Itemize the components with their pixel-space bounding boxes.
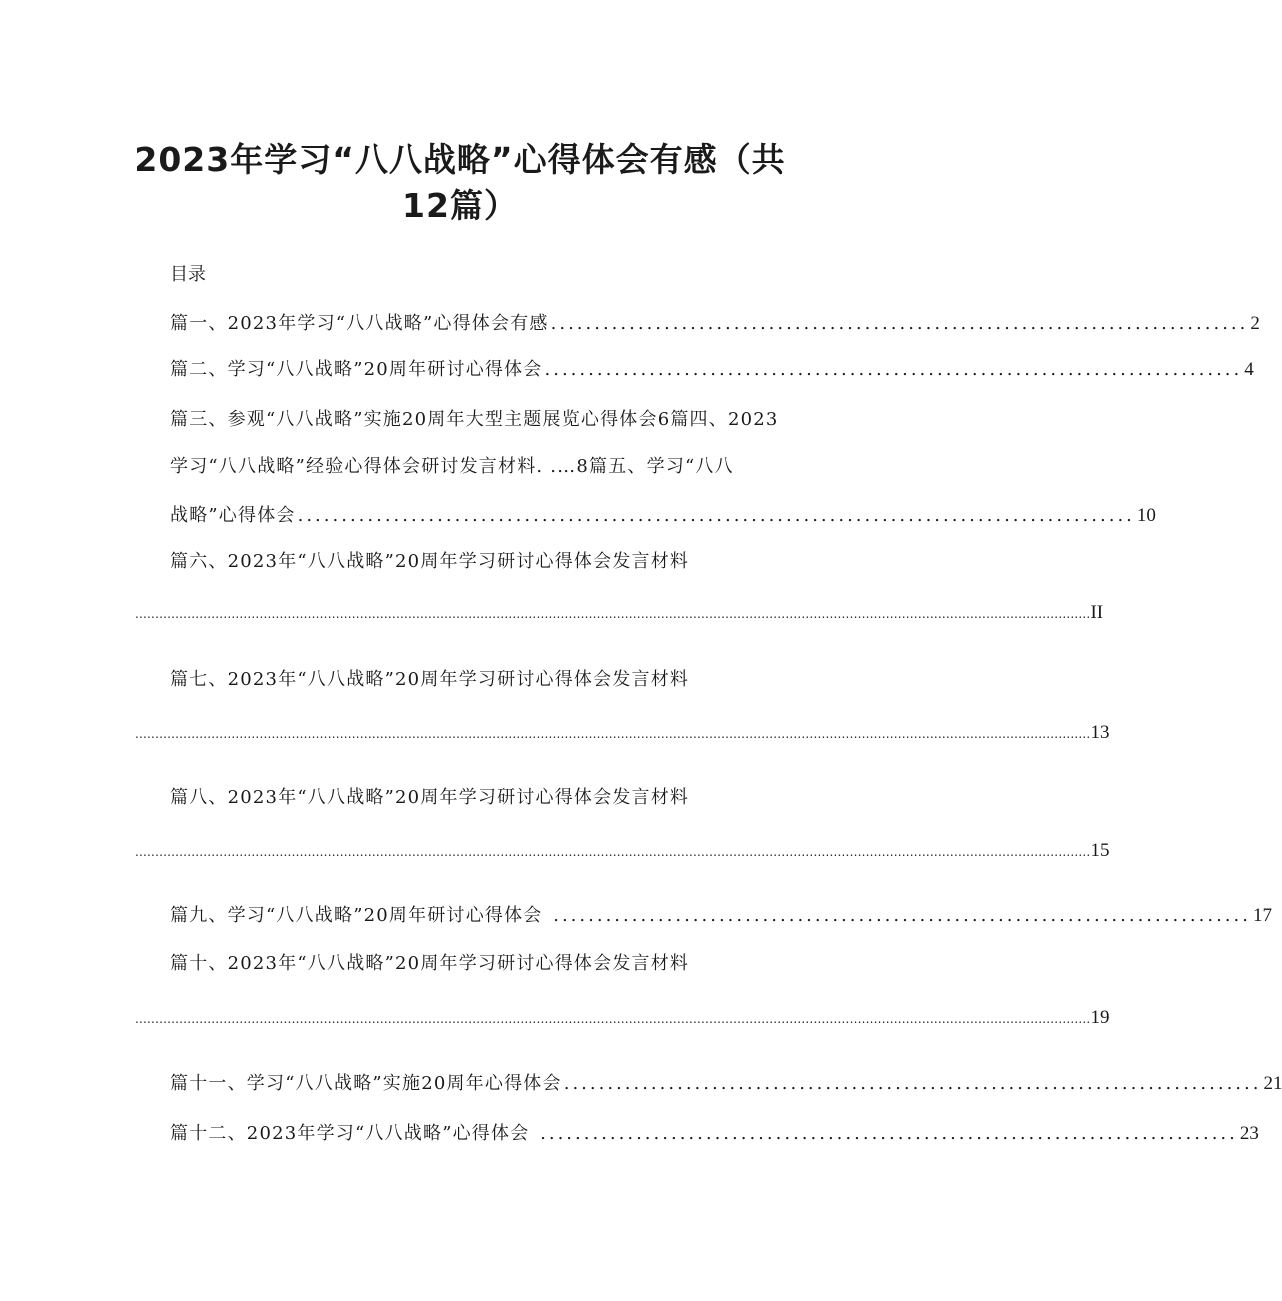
toc-entry-10-leader xyxy=(135,1005,1110,1029)
toc-entry-3-line2[interactable]: 学习“八八战略”经验心得体会研讨发言材料. .…8篇五、学习“八八 xyxy=(170,456,734,477)
toc-entry-12[interactable] xyxy=(170,1116,1259,1146)
toc-entry-page: 15 xyxy=(1090,840,1110,861)
toc-entry-8-leader xyxy=(135,838,1110,862)
toc-entry-label: 篇十一、学习“八八战略”实施20周年心得体会 xyxy=(170,1073,562,1094)
toc-entry-page: 2 xyxy=(1250,313,1260,334)
toc-entry-page: 10 xyxy=(1136,505,1156,526)
toc-entry-page: 19 xyxy=(1090,1007,1110,1028)
toc-entry-page: 4 xyxy=(1244,359,1254,380)
toc-heading: 目录 xyxy=(170,264,206,285)
document-title-line2: 12篇） xyxy=(402,186,518,225)
dot-leader: .............................................................................................................................................................................................................................................. xyxy=(135,607,1091,621)
toc-entry-10[interactable]: 篇十、2023年“八八战略”20周年学习研讨心得体会发言材料 xyxy=(170,953,690,974)
dot-leader: .............................................................................................................................................................................................................................................. xyxy=(135,1012,1091,1026)
document-title-line1: 2023年学习“八八战略”心得体会有感（共 xyxy=(134,140,786,179)
toc-entry-page: 21 xyxy=(1263,1073,1282,1094)
toc-entry-7[interactable]: 篇七、2023年“八八战略”20周年学习研讨心得体会发言材料 xyxy=(170,669,690,690)
dot-leader: ................................................................................ xyxy=(563,1073,1262,1094)
toc-entry-label: 篇二、学习“八八战略”20周年研讨心得体会 xyxy=(170,359,543,380)
toc-entry-page: 13 xyxy=(1090,722,1110,743)
toc-entry-1[interactable] xyxy=(170,306,1260,336)
dot-leader: ................................................................................ xyxy=(544,905,1251,926)
toc-entry-8[interactable]: 篇八、2023年“八八战略”20周年学习研讨心得体会发言材料 xyxy=(170,787,690,808)
toc-entry-6[interactable]: 篇六、2023年“八八战略”20周年学习研讨心得体会发言材料 xyxy=(170,551,690,572)
toc-entry-3-line1[interactable]: 篇三、参观“八八战略”实施20周年大型主题展览心得体会6篇四、2023 xyxy=(170,409,779,430)
toc-entry-2[interactable] xyxy=(170,352,1254,382)
dot-leader: .............................................................................................................................................................................................................................................. xyxy=(135,845,1091,859)
toc-entry-label: 篇一、2023年学习“八八战略”心得体会有感 xyxy=(170,313,549,334)
toc-entry-label: 篇九、学习“八八战略”20周年研讨心得体会 xyxy=(170,905,543,926)
dot-leader: ................................................................................ xyxy=(550,313,1249,334)
toc-entry-7-leader xyxy=(135,720,1110,744)
toc-entry-9[interactable] xyxy=(170,898,1272,928)
toc-entry-page: II xyxy=(1090,602,1104,623)
toc-entry-label: 篇十二、2023年学习“八八战略”心得体会 xyxy=(170,1123,530,1144)
toc-entry-label: 战略”心得体会 xyxy=(170,505,296,526)
dot-leader: ................................................................................ xyxy=(544,359,1243,380)
dot-leader: .............................................................................................................................................................................................................................................. xyxy=(135,727,1091,741)
toc-entry-page: 23 xyxy=(1239,1123,1259,1144)
toc-entry-5[interactable] xyxy=(170,498,1156,528)
dot-leader: ................................................................................ xyxy=(531,1123,1238,1144)
toc-entry-11[interactable] xyxy=(170,1066,1282,1096)
toc-entry-page: 17 xyxy=(1252,905,1272,926)
toc-entry-6-leader xyxy=(135,600,1104,624)
dot-leader: ................................................................................................ xyxy=(297,505,1135,526)
